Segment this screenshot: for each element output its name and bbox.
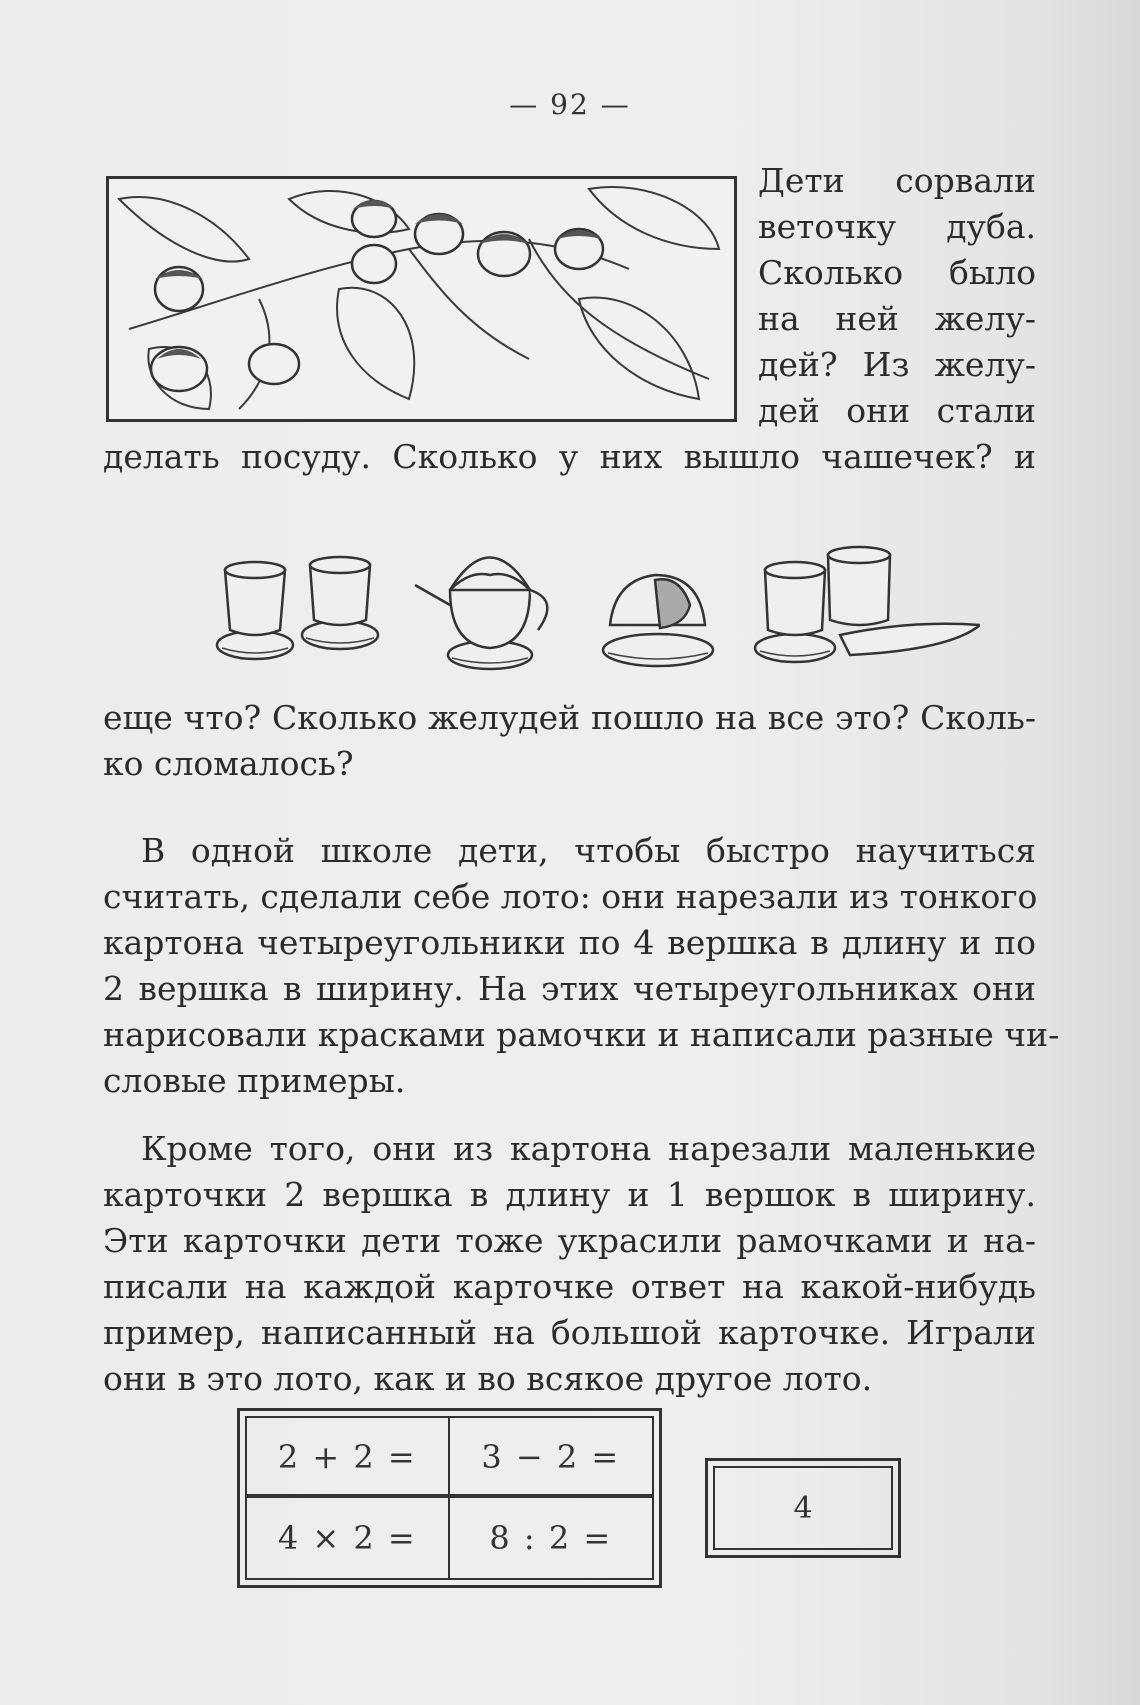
text-line: Дети сорвали [758, 161, 1036, 200]
intro-right-column [758, 158, 1036, 434]
text-line: карточки 2 вершка в длину и 1 вершок в ширину. [103, 1175, 1036, 1214]
text-line: еще что? Сколько желудей пошло на все это? Сколь- [103, 698, 1036, 737]
oak-branch-illustration [106, 176, 737, 422]
text-line: Эти карточки дети тоже украсили рамочками и на- [103, 1221, 1036, 1260]
text-line: 2 вершка в ширину. На этих четыреугольниках они [103, 969, 1036, 1008]
text-line: делать посуду. Сколько у них вышло чашечек? и [103, 437, 1036, 476]
lotto-cell: 2 + 2 = [247, 1418, 450, 1498]
text-line: Кроме того, они из картона нарезали маленькие [141, 1129, 1036, 1168]
answer-card [705, 1458, 901, 1558]
text-line: Сколько было [758, 253, 1036, 292]
acorn-dishes-drawing [210, 530, 980, 680]
text-line: ко сломалось? [103, 744, 354, 783]
text-line: В одной школе дети, чтобы быстро научиться [141, 831, 1036, 870]
text-line: нарисовали красками рамочки и написали разные чи- [103, 1015, 1060, 1054]
oak-branch-drawing [109, 179, 734, 419]
text-line: считать, сделали себе лото: они нарезали из тонкого [103, 877, 1038, 916]
answer-value: 4 [713, 1466, 893, 1550]
text-line: веточку дуба. [758, 207, 1036, 246]
text-line: словые примеры. [103, 1061, 406, 1100]
page-number: — 92 — [509, 88, 631, 121]
lotto-cell: 8 : 2 = [489, 1519, 613, 1557]
text-line: дей они стали [758, 391, 1036, 430]
lotto-cell: 4 × 2 = [247, 1498, 450, 1578]
text-line: картона четыреугольники по 4 вершка в длину и по [103, 923, 1036, 962]
lotto-paragraphs [103, 828, 1060, 1402]
lotto-cell: 3 − 2 = [450, 1418, 653, 1498]
acorn-dishes-illustration [210, 530, 980, 680]
text-line: дей? Из желу- [758, 345, 1036, 384]
lotto-example-card [237, 1408, 662, 1588]
text-line: писали на каждой карточке ответ на какой-нибудь [103, 1267, 1036, 1306]
text-line: на ней желу- [758, 299, 1036, 338]
intro-continuation [103, 695, 1036, 787]
text-line: пример, написанный на большой карточке. Играли [103, 1313, 1036, 1352]
text-line: они в это лото, как и во всякое другое лото. [103, 1359, 873, 1398]
